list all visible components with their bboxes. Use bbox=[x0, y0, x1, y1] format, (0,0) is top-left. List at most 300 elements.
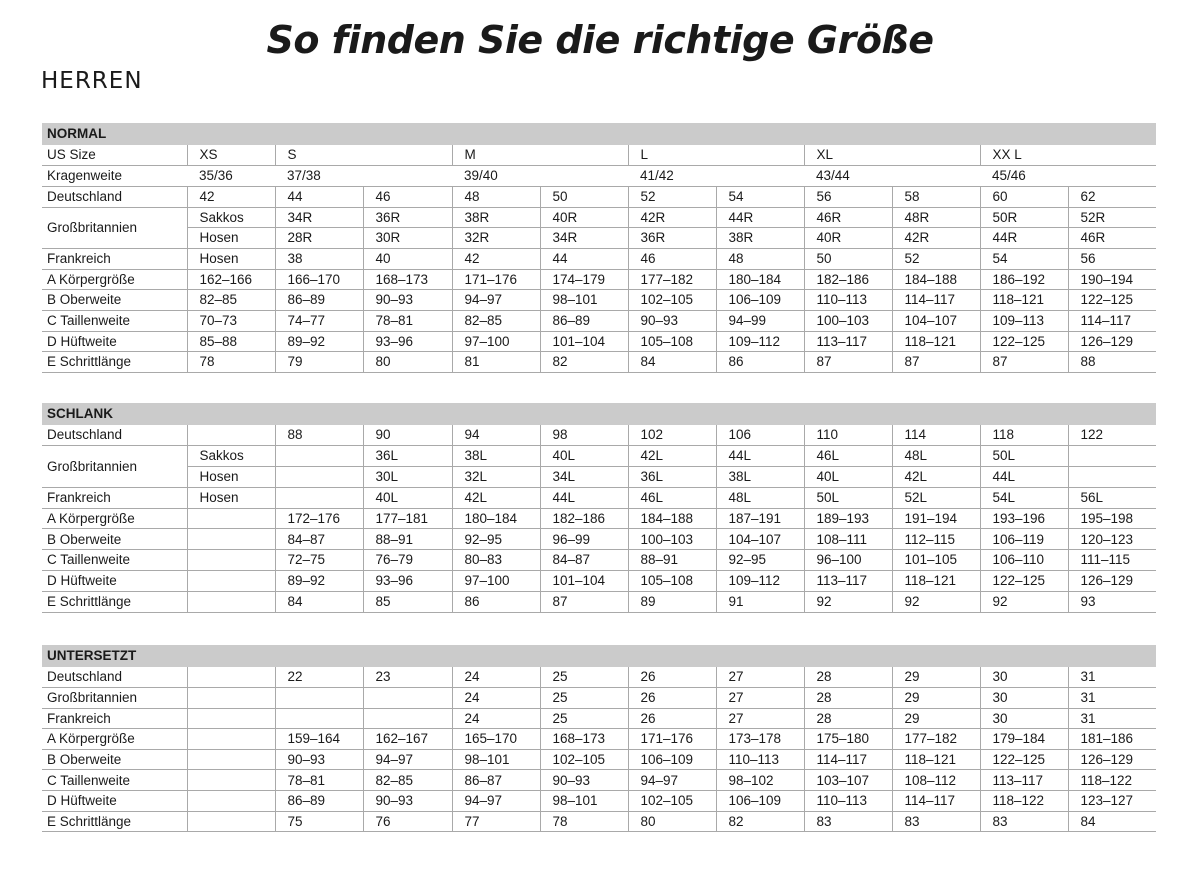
size-cell: 98–101 bbox=[540, 290, 628, 311]
size-cell: 82 bbox=[540, 352, 628, 373]
size-cell: Sakkos bbox=[187, 207, 275, 228]
size-cell bbox=[275, 688, 363, 709]
size-cell: 92 bbox=[804, 591, 892, 612]
size-cell bbox=[187, 591, 275, 612]
size-cell bbox=[275, 467, 363, 488]
size-table-untersetzt bbox=[42, 645, 1156, 832]
table-row bbox=[42, 749, 1156, 770]
size-cell: 85–88 bbox=[187, 331, 275, 352]
size-cell: 168–173 bbox=[540, 729, 628, 750]
size-cell bbox=[187, 667, 275, 688]
table-row bbox=[42, 729, 1156, 750]
table-row bbox=[42, 688, 1156, 709]
size-cell: 24 bbox=[452, 667, 540, 688]
size-cell: 93–96 bbox=[363, 571, 452, 592]
size-cell: 24 bbox=[452, 708, 540, 729]
size-cell: 111–115 bbox=[1068, 550, 1156, 571]
size-cell: 114–117 bbox=[1068, 311, 1156, 332]
size-cell: 184–188 bbox=[628, 508, 716, 529]
row-label-frankreich: Frankreich bbox=[42, 487, 187, 508]
section-subtitle: HERREN bbox=[41, 68, 143, 94]
size-cell: 94–97 bbox=[628, 770, 716, 791]
size-cell: 91 bbox=[716, 591, 804, 612]
size-cell: 86–89 bbox=[275, 791, 363, 812]
table-row bbox=[42, 667, 1156, 688]
size-cell: 48 bbox=[452, 186, 540, 207]
size-cell: 46 bbox=[363, 186, 452, 207]
size-cell: 90 bbox=[363, 425, 452, 446]
size-cell: 102 bbox=[628, 425, 716, 446]
size-cell: 50 bbox=[804, 248, 892, 269]
size-cell bbox=[187, 729, 275, 750]
size-cell: 84–87 bbox=[275, 529, 363, 550]
size-cell: 114–117 bbox=[892, 290, 980, 311]
size-cell: 90–93 bbox=[363, 791, 452, 812]
size-cell: 90–93 bbox=[363, 290, 452, 311]
row-label-a-korpergrosse: A Körpergröße bbox=[42, 729, 187, 750]
table-row bbox=[42, 467, 1156, 488]
size-cell: 118–122 bbox=[980, 791, 1068, 812]
row-label-grossbritannien: Großbritannien bbox=[42, 688, 187, 709]
size-cell: 110–113 bbox=[804, 791, 892, 812]
size-cell: 118–121 bbox=[892, 331, 980, 352]
table-row bbox=[42, 425, 1156, 446]
table-row bbox=[42, 708, 1156, 729]
size-cell: 110 bbox=[804, 425, 892, 446]
size-cell: 190–194 bbox=[1068, 269, 1156, 290]
size-cell: 104–107 bbox=[716, 529, 804, 550]
size-cell bbox=[187, 529, 275, 550]
table-row bbox=[42, 811, 1156, 832]
size-cell: 102–105 bbox=[540, 749, 628, 770]
table-row bbox=[42, 770, 1156, 791]
size-cell: 113–117 bbox=[804, 331, 892, 352]
size-cell: 42L bbox=[628, 446, 716, 467]
size-cell: XL bbox=[804, 145, 980, 166]
size-cell: 86 bbox=[452, 591, 540, 612]
size-cell: 118–121 bbox=[980, 290, 1068, 311]
size-cell bbox=[187, 425, 275, 446]
table-row bbox=[42, 290, 1156, 311]
size-cell: 48 bbox=[716, 248, 804, 269]
size-cell: 126–129 bbox=[1068, 571, 1156, 592]
size-cell: 42 bbox=[187, 186, 275, 207]
size-cell: 122–125 bbox=[980, 571, 1068, 592]
size-cell: 195–198 bbox=[1068, 508, 1156, 529]
size-cell: 28R bbox=[275, 228, 363, 249]
size-cell: 106–119 bbox=[980, 529, 1068, 550]
section-heading: SCHLANK bbox=[42, 403, 1156, 425]
size-cell: 179–184 bbox=[980, 729, 1068, 750]
size-cell: 105–108 bbox=[628, 331, 716, 352]
size-cell: 78 bbox=[187, 352, 275, 373]
row-label-d-huftweite: D Hüftweite bbox=[42, 331, 187, 352]
size-cell: 46R bbox=[1068, 228, 1156, 249]
size-cell: 98 bbox=[540, 425, 628, 446]
size-cell bbox=[187, 791, 275, 812]
size-cell: 46R bbox=[804, 207, 892, 228]
size-cell: 32R bbox=[452, 228, 540, 249]
size-cell: 92 bbox=[892, 591, 980, 612]
size-cell: 100–103 bbox=[804, 311, 892, 332]
size-cell: 36R bbox=[363, 207, 452, 228]
size-cell: 42 bbox=[452, 248, 540, 269]
size-cell: 29 bbox=[892, 667, 980, 688]
size-cell: 102–105 bbox=[628, 791, 716, 812]
table-row bbox=[42, 352, 1156, 373]
size-cell: 60 bbox=[980, 186, 1068, 207]
size-cell: 52 bbox=[892, 248, 980, 269]
size-cell: 92 bbox=[980, 591, 1068, 612]
size-cell: 122–125 bbox=[980, 331, 1068, 352]
size-cell: 38 bbox=[275, 248, 363, 269]
size-cell: 181–186 bbox=[1068, 729, 1156, 750]
size-cell: 44R bbox=[716, 207, 804, 228]
size-cell: 46L bbox=[628, 487, 716, 508]
table-row bbox=[42, 145, 1156, 166]
size-cell: 37/38 bbox=[275, 166, 452, 187]
size-cell bbox=[275, 487, 363, 508]
size-cell: 90–93 bbox=[275, 749, 363, 770]
size-cell: 40L bbox=[804, 467, 892, 488]
size-cell: 40 bbox=[363, 248, 452, 269]
size-cell: 109–113 bbox=[980, 311, 1068, 332]
size-cell: 94–97 bbox=[452, 290, 540, 311]
size-cell: 84 bbox=[628, 352, 716, 373]
table-row bbox=[42, 186, 1156, 207]
size-cell bbox=[187, 770, 275, 791]
size-cell: 106 bbox=[716, 425, 804, 446]
size-cell: 52L bbox=[892, 487, 980, 508]
size-cell: 114–117 bbox=[804, 749, 892, 770]
table-row bbox=[42, 269, 1156, 290]
table-row bbox=[42, 529, 1156, 550]
size-cell: 106–109 bbox=[628, 749, 716, 770]
size-cell: 26 bbox=[628, 667, 716, 688]
size-cell: 32L bbox=[452, 467, 540, 488]
row-label-d-huftweite: D Hüftweite bbox=[42, 791, 187, 812]
size-cell: 177–182 bbox=[892, 729, 980, 750]
size-cell: S bbox=[275, 145, 452, 166]
section-heading: UNTERSETZT bbox=[42, 645, 1156, 667]
size-cell bbox=[187, 811, 275, 832]
size-cell: 93–96 bbox=[363, 331, 452, 352]
size-cell: 48L bbox=[716, 487, 804, 508]
size-cell: 54L bbox=[980, 487, 1068, 508]
table-row bbox=[42, 166, 1156, 187]
size-cell: 50L bbox=[980, 446, 1068, 467]
size-cell: 30R bbox=[363, 228, 452, 249]
size-cell: 177–181 bbox=[363, 508, 452, 529]
table-row bbox=[42, 550, 1156, 571]
row-label-c-taillenweite: C Taillenweite bbox=[42, 550, 187, 571]
size-cell bbox=[1068, 446, 1156, 467]
size-cell: 44R bbox=[980, 228, 1068, 249]
size-cell: 96–100 bbox=[804, 550, 892, 571]
row-label-e-schrittlange: E Schrittlänge bbox=[42, 591, 187, 612]
size-cell: 114 bbox=[892, 425, 980, 446]
size-cell: 27 bbox=[716, 667, 804, 688]
size-cell: 27 bbox=[716, 708, 804, 729]
size-cell: 44L bbox=[540, 487, 628, 508]
size-cell: 106–110 bbox=[980, 550, 1068, 571]
size-cell: 180–184 bbox=[452, 508, 540, 529]
size-cell: 80 bbox=[628, 811, 716, 832]
size-cell: 38R bbox=[452, 207, 540, 228]
size-cell: 28 bbox=[804, 667, 892, 688]
size-cell: 118–121 bbox=[892, 571, 980, 592]
size-cell: 50R bbox=[980, 207, 1068, 228]
size-cell bbox=[187, 550, 275, 571]
size-cell: 34R bbox=[540, 228, 628, 249]
row-label-frankreich: Frankreich bbox=[42, 248, 187, 269]
size-cell: 126–129 bbox=[1068, 749, 1156, 770]
size-cell: 100–103 bbox=[628, 529, 716, 550]
size-cell: 83 bbox=[980, 811, 1068, 832]
table-row bbox=[42, 446, 1156, 467]
size-cell: 74–77 bbox=[275, 311, 363, 332]
size-cell: 86 bbox=[716, 352, 804, 373]
size-cell: 44 bbox=[540, 248, 628, 269]
size-cell: 102–105 bbox=[628, 290, 716, 311]
table-heading-row bbox=[42, 645, 1156, 667]
size-cell: XX L bbox=[980, 145, 1156, 166]
size-cell: 44L bbox=[980, 467, 1068, 488]
size-cell bbox=[275, 708, 363, 729]
size-cell: 35/36 bbox=[187, 166, 275, 187]
size-cell: Sakkos bbox=[187, 446, 275, 467]
size-cell: 56 bbox=[1068, 248, 1156, 269]
size-cell: 122–125 bbox=[980, 749, 1068, 770]
size-cell: 98–101 bbox=[452, 749, 540, 770]
size-cell: 191–194 bbox=[892, 508, 980, 529]
size-cell: 46 bbox=[628, 248, 716, 269]
row-label-b-oberweite: B Oberweite bbox=[42, 290, 187, 311]
table-row bbox=[42, 591, 1156, 612]
size-cell: 56 bbox=[804, 186, 892, 207]
size-cell: 84 bbox=[1068, 811, 1156, 832]
size-cell: 54 bbox=[716, 186, 804, 207]
size-cell: 25 bbox=[540, 688, 628, 709]
size-cell: 90–93 bbox=[628, 311, 716, 332]
size-cell: 88 bbox=[275, 425, 363, 446]
size-cell: 38L bbox=[716, 467, 804, 488]
size-cell: 30 bbox=[980, 708, 1068, 729]
size-cell: 56L bbox=[1068, 487, 1156, 508]
size-cell: 50 bbox=[540, 186, 628, 207]
size-cell: 29 bbox=[892, 708, 980, 729]
size-cell: 42R bbox=[892, 228, 980, 249]
size-cell: 182–186 bbox=[540, 508, 628, 529]
size-cell: 113–117 bbox=[804, 571, 892, 592]
size-cell: 114–117 bbox=[892, 791, 980, 812]
table-row bbox=[42, 207, 1156, 228]
row-label-e-schrittlange: E Schrittlänge bbox=[42, 811, 187, 832]
size-cell: 101–104 bbox=[540, 571, 628, 592]
table-row bbox=[42, 331, 1156, 352]
size-cell: 189–193 bbox=[804, 508, 892, 529]
table-row bbox=[42, 311, 1156, 332]
row-label-kragenweite: Kragenweite bbox=[42, 166, 187, 187]
size-cell: 40L bbox=[363, 487, 452, 508]
size-cell: 42L bbox=[892, 467, 980, 488]
size-cell: 34L bbox=[540, 467, 628, 488]
row-label-c-taillenweite: C Taillenweite bbox=[42, 311, 187, 332]
size-cell bbox=[363, 708, 452, 729]
size-cell: 101–104 bbox=[540, 331, 628, 352]
size-cell: 38L bbox=[452, 446, 540, 467]
table-heading-row bbox=[42, 123, 1156, 145]
size-cell: XS bbox=[187, 145, 275, 166]
size-cell: 26 bbox=[628, 688, 716, 709]
row-label-frankreich: Frankreich bbox=[42, 708, 187, 729]
size-cell: 87 bbox=[540, 591, 628, 612]
size-cell: 58 bbox=[892, 186, 980, 207]
size-cell: 92–95 bbox=[716, 550, 804, 571]
size-cell: 82–85 bbox=[187, 290, 275, 311]
size-cell: 193–196 bbox=[980, 508, 1068, 529]
size-cell: 23 bbox=[363, 667, 452, 688]
size-cell: 89–92 bbox=[275, 331, 363, 352]
size-cell: 26 bbox=[628, 708, 716, 729]
size-cell: 39/40 bbox=[452, 166, 628, 187]
size-cell: 123–127 bbox=[1068, 791, 1156, 812]
size-cell: 165–170 bbox=[452, 729, 540, 750]
size-cell: 171–176 bbox=[452, 269, 540, 290]
size-cell: 122 bbox=[1068, 425, 1156, 446]
table-row bbox=[42, 571, 1156, 592]
section-heading: NORMAL bbox=[42, 123, 1156, 145]
size-cell: Hosen bbox=[187, 228, 275, 249]
size-cell: 96–99 bbox=[540, 529, 628, 550]
size-cell: 72–75 bbox=[275, 550, 363, 571]
size-cell: 180–184 bbox=[716, 269, 804, 290]
size-cell bbox=[1068, 467, 1156, 488]
size-cell: 79 bbox=[275, 352, 363, 373]
size-cell: 84–87 bbox=[540, 550, 628, 571]
size-cell: 44 bbox=[275, 186, 363, 207]
size-cell: 109–112 bbox=[716, 571, 804, 592]
size-cell: 40R bbox=[540, 207, 628, 228]
size-cell: 36L bbox=[628, 467, 716, 488]
size-cell: 88–91 bbox=[628, 550, 716, 571]
size-cell: 52 bbox=[628, 186, 716, 207]
size-cell: 162–166 bbox=[187, 269, 275, 290]
size-cell: 168–173 bbox=[363, 269, 452, 290]
size-cell: 78 bbox=[540, 811, 628, 832]
size-cell: 162–167 bbox=[363, 729, 452, 750]
row-label-grossbritannien: Großbritannien bbox=[42, 446, 187, 488]
row-label-grossbritannien: Großbritannien bbox=[42, 207, 187, 248]
size-cell: 94–97 bbox=[363, 749, 452, 770]
size-cell: 82–85 bbox=[452, 311, 540, 332]
size-cell: 92–95 bbox=[452, 529, 540, 550]
size-cell: 94–97 bbox=[452, 791, 540, 812]
row-label-b-oberweite: B Oberweite bbox=[42, 529, 187, 550]
size-cell: 171–176 bbox=[628, 729, 716, 750]
row-label-e-schrittlange: E Schrittlänge bbox=[42, 352, 187, 373]
size-cell: Hosen bbox=[187, 467, 275, 488]
size-cell: 42L bbox=[452, 487, 540, 508]
size-cell bbox=[187, 749, 275, 770]
size-cell: 22 bbox=[275, 667, 363, 688]
size-cell: 30L bbox=[363, 467, 452, 488]
size-cell: 31 bbox=[1068, 688, 1156, 709]
size-cell: 30 bbox=[980, 688, 1068, 709]
size-cell: 76–79 bbox=[363, 550, 452, 571]
size-cell: 40R bbox=[804, 228, 892, 249]
size-cell: 94 bbox=[452, 425, 540, 446]
size-cell bbox=[187, 688, 275, 709]
size-cell: 40L bbox=[540, 446, 628, 467]
size-cell: 31 bbox=[1068, 667, 1156, 688]
size-cell: 77 bbox=[452, 811, 540, 832]
size-cell: 172–176 bbox=[275, 508, 363, 529]
size-cell: L bbox=[628, 145, 804, 166]
size-cell: 97–100 bbox=[452, 331, 540, 352]
row-label-a-korpergrosse: A Körpergröße bbox=[42, 508, 187, 529]
size-cell: Hosen bbox=[187, 487, 275, 508]
size-cell: 82–85 bbox=[363, 770, 452, 791]
size-cell: 78–81 bbox=[363, 311, 452, 332]
row-label-us-size: US Size bbox=[42, 145, 187, 166]
size-cell: 43/44 bbox=[804, 166, 980, 187]
size-cell: 112–115 bbox=[892, 529, 980, 550]
size-cell: 108–112 bbox=[892, 770, 980, 791]
size-cell: 110–113 bbox=[716, 749, 804, 770]
size-cell: 104–107 bbox=[892, 311, 980, 332]
size-cell: 27 bbox=[716, 688, 804, 709]
size-cell: 54 bbox=[980, 248, 1068, 269]
size-cell: 36L bbox=[363, 446, 452, 467]
size-cell: 34R bbox=[275, 207, 363, 228]
size-cell: 84 bbox=[275, 591, 363, 612]
size-cell: 166–170 bbox=[275, 269, 363, 290]
size-cell: 184–188 bbox=[892, 269, 980, 290]
size-cell: 118–122 bbox=[1068, 770, 1156, 791]
size-cell: 109–112 bbox=[716, 331, 804, 352]
size-cell: 120–123 bbox=[1068, 529, 1156, 550]
size-cell: 52R bbox=[1068, 207, 1156, 228]
size-cell: 31 bbox=[1068, 708, 1156, 729]
size-cell: 85 bbox=[363, 591, 452, 612]
size-cell: 182–186 bbox=[804, 269, 892, 290]
size-cell: Hosen bbox=[187, 248, 275, 269]
size-cell bbox=[363, 688, 452, 709]
size-cell: 45/46 bbox=[980, 166, 1156, 187]
table-row bbox=[42, 487, 1156, 508]
table-row bbox=[42, 508, 1156, 529]
size-cell: 28 bbox=[804, 688, 892, 709]
size-cell: 83 bbox=[804, 811, 892, 832]
size-cell: 108–111 bbox=[804, 529, 892, 550]
size-cell: 86–89 bbox=[275, 290, 363, 311]
size-cell: 30 bbox=[980, 667, 1068, 688]
size-cell: 101–105 bbox=[892, 550, 980, 571]
table-row bbox=[42, 248, 1156, 269]
size-cell: 50L bbox=[804, 487, 892, 508]
size-cell: 48L bbox=[892, 446, 980, 467]
size-cell: 25 bbox=[540, 667, 628, 688]
size-cell: 97–100 bbox=[452, 571, 540, 592]
row-label-d-huftweite: D Hüftweite bbox=[42, 571, 187, 592]
size-cell: 177–182 bbox=[628, 269, 716, 290]
size-cell bbox=[187, 508, 275, 529]
size-cell: 86–89 bbox=[540, 311, 628, 332]
size-cell: 62 bbox=[1068, 186, 1156, 207]
size-cell: 88 bbox=[1068, 352, 1156, 373]
size-cell: 94–99 bbox=[716, 311, 804, 332]
